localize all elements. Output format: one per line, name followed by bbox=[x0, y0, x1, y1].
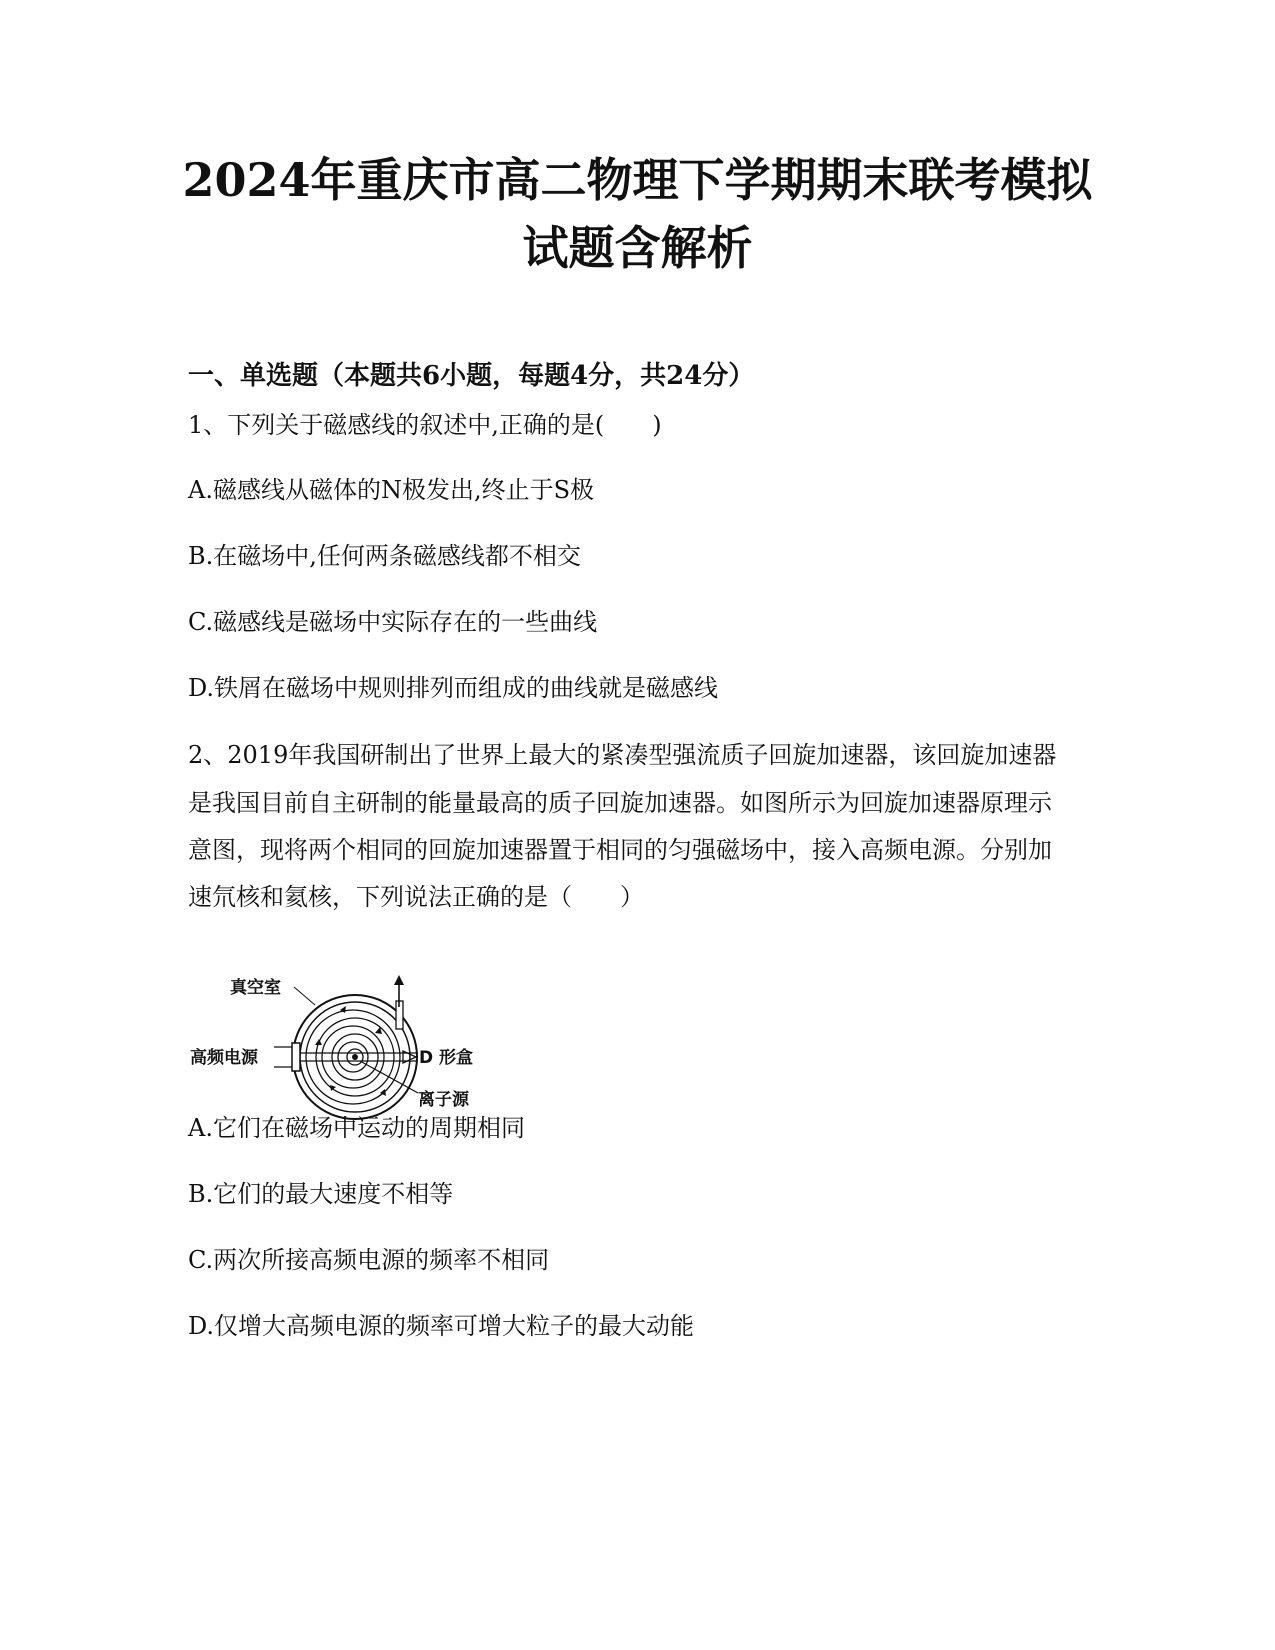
question-1-option-d: D.铁屑在磁场中规则排列而组成的曲线就是磁感线 bbox=[188, 674, 719, 702]
question-1-option-b: B.在磁场中,任何两条磁感线都不相交 bbox=[188, 542, 581, 570]
cyclotron-diagram bbox=[190, 975, 510, 1125]
question-2-option-a: A.它们在磁场中运动的周期相同 bbox=[188, 1114, 525, 1142]
exit-arrow-head bbox=[394, 975, 404, 985]
label-high-frequency-power: 高频电源 bbox=[190, 1048, 258, 1068]
question-1-option-c: C.磁感线是磁场中实际存在的一些曲线 bbox=[188, 608, 598, 636]
question-1-stem: 1、下列关于磁感线的叙述中,正确的是( ) bbox=[188, 411, 662, 439]
question-2-stem-line-2: 是我国目前自主研制的能量最高的质子回旋加速器。如图所示为回旋加速器原理示 bbox=[188, 789, 1052, 817]
section-heading: 一、单选题（本题共6小题，每题4分，共24分） bbox=[188, 361, 755, 391]
label-ion-source: 离子源 bbox=[418, 1090, 469, 1110]
question-1-option-a: A.磁感线从磁体的N极发出,终止于S极 bbox=[188, 476, 595, 504]
document-title-line-1: 2024年重庆市高二物理下学期期末联考模拟 bbox=[182, 153, 1093, 207]
power-terminal bbox=[292, 1043, 300, 1071]
label-d-box: D 形盒 bbox=[419, 1048, 474, 1068]
question-2-stem-line-4: 速氘核和氦核，下列说法正确的是（ ） bbox=[188, 883, 644, 911]
vacuum-leader bbox=[294, 987, 315, 1005]
question-2-stem-line-1: 2、2019年我国研制出了世界上最大的紧凑型强流质子回旋加速器，该回旋加速器 bbox=[188, 741, 1057, 769]
label-vacuum-chamber: 真空室 bbox=[230, 978, 281, 998]
question-2-option-b: B.它们的最大速度不相等 bbox=[188, 1180, 454, 1208]
document-title-line-2: 试题含解析 bbox=[522, 221, 753, 275]
question-2-option-c: C.两次所接高频电源的频率不相同 bbox=[188, 1246, 550, 1274]
question-2-stem-line-3: 意图，现将两个相同的回旋加速器置于相同的匀强磁场中，接入高频电源。分别加 bbox=[188, 836, 1052, 864]
ion-source-dot bbox=[352, 1054, 358, 1060]
direction-arrow bbox=[315, 1039, 322, 1045]
question-2-option-d: D.仅增大高频电源的频率可增大粒子的最大动能 bbox=[188, 1312, 695, 1340]
